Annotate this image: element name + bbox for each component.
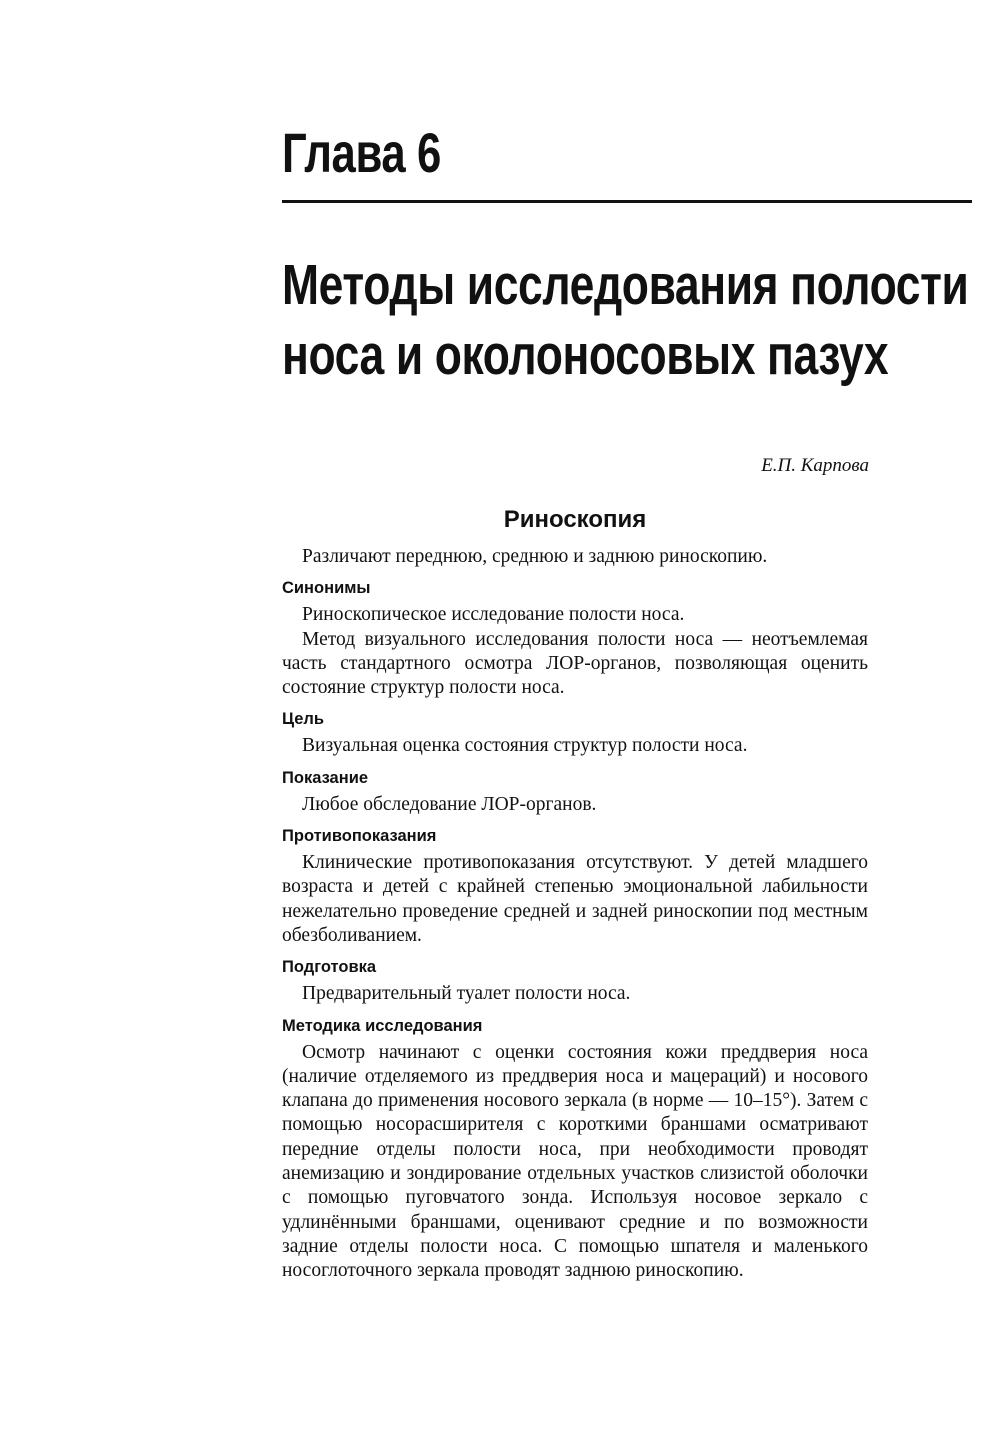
paragraph: Предварительный туалет полости носа.: [302, 983, 631, 1005]
section-content: [282, 505, 868, 1284]
subheading-method: Методика исследования: [282, 1016, 483, 1035]
section-intro: Различают переднюю, среднюю и заднюю риноскопию.: [302, 546, 768, 567]
paragraph: Визуальная оценка состояния структур полости носа.: [302, 735, 748, 757]
chapter-divider: [282, 200, 972, 203]
author-name: Е.П. Карпова: [761, 455, 869, 476]
paragraph: Риноскопическое исследование полости носа.: [302, 604, 685, 626]
chapter-title: [282, 250, 969, 390]
subheading-goal: Цель: [282, 710, 325, 729]
subheading-preparation: Подготовка: [282, 958, 377, 977]
paragraph: Любое обследование ЛОР-органов.: [302, 793, 597, 815]
section-title: Риноскопия: [503, 506, 647, 533]
chapter-label: Глава 6: [282, 121, 441, 184]
paragraph: Клинические противопоказания отсутствуют. У детей младшего возраста и детей с крайней степенью эмоциональной лабильности нежелательно проведение средней и задней риноскопии под местным обезболиванием.: [282, 852, 868, 946]
chapter-title-line: Методы исследования полости: [282, 253, 969, 317]
paragraph: Метод визуального исследования полости носа — неотъемлемая часть стандартного осмотра ЛОР-органов, позволяющая оценить состояние структур полости носа.: [282, 628, 868, 699]
chapter-title-line: носа и околоносовых пазух: [282, 323, 889, 387]
subheading-synonyms: Синонимы: [282, 579, 371, 598]
subheading-contraindications: Противопоказания: [282, 827, 437, 846]
subheading-indication: Показание: [282, 768, 369, 787]
paragraph: Осмотр начинают с оценки состояния кожи преддверия носа (наличие отделяемого из преддверия носа и мацераций) и носового клапана до применения носового зеркала (в норме — 10–15°). Затем с помощью носорасширителя с короткими браншами осматривают передние отделы полости носа, при необходимости проводят анемизацию и зондирование отдельных участков слизистой оболочки с помощью пуговчатого зонда. Используя носовое зеркало с удлинёнными браншами, оценивают средние и по возможности задние отделы полости носа. С помощью шпателя и маленького носоглоточного зеркала проводят заднюю риноскопию.: [282, 1041, 868, 1282]
